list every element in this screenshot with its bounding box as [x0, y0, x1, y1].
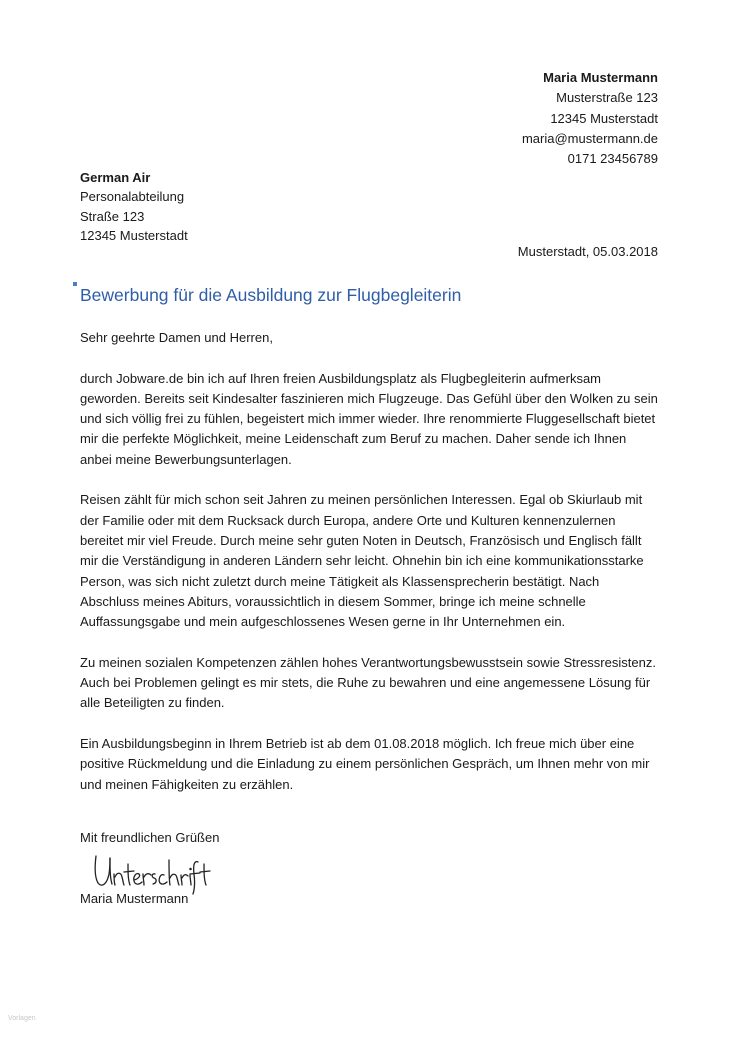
letter-body [80, 328, 660, 815]
body-paragraph: Ein Ausbildungsbeginn in Ihrem Betrieb ist ab dem 01.08.2018 möglich. Ich freue mich über eine positive Rückmeldung und die Einladung zu einem persönlichen Gespräch, um Ihnen mehr von mir und meinen Fähigkeiten zu erzählen. [80, 735, 650, 792]
sender-email: maria@mustermann.de [521, 130, 658, 146]
sender-block [522, 68, 658, 169]
body-paragraph: Zu meinen sozialen Kompetenzen zählen hohes Verantwortungsbewusstsein sowie Stressresistenz. Auch bei Problemen gelingt es mir stets, die Ruhe zu bewahren und eine angemessene Lösung für alle Beteiligten zu finden. [80, 654, 656, 711]
recipient-street: Straße 123 [80, 208, 145, 224]
recipient-city: 12345 Musterstadt [80, 228, 188, 244]
sender-street: Musterstraße 123 [556, 90, 658, 106]
letter-date: Musterstadt, 05.03.2018 [517, 244, 658, 259]
signer-name: Maria Mustermann [80, 891, 189, 906]
salutation: Sehr geehrte Damen und Herren, [80, 330, 273, 345]
recipient-block [80, 168, 188, 246]
footer-watermark: Vorlagen [8, 1015, 36, 1022]
sender-city: 12345 Musterstadt [550, 110, 658, 126]
closing-phrase: Mit freundlichen Grüßen [80, 830, 220, 845]
body-paragraph: durch Jobware.de bin ich auf Ihren freien Ausbildungsplatz als Flugbegleiterin aufmerksam geworden. Bereits seit Kindesalter faszinieren mich Flugzeuge. Das Gefühl über den Wolken zu sein und sich völlig frei zu fühlen, begeistert mich immer wieder. Ihre renommierte Fluggesellschaft bietet mir die perfekte Möglichkeit, meine Leidenschaft zum Beruf zu machen. Daher sende ich Ihnen anbei meine Bewerbungsunterlagen. [80, 370, 658, 467]
sender-name: Maria Mustermann [543, 70, 658, 85]
recipient-department: Personalabteilung [80, 189, 185, 205]
sender-phone: 0171 23456789 [567, 151, 658, 167]
heading-marker [73, 282, 77, 286]
recipient-company: German Air [80, 170, 151, 185]
body-paragraph: Reisen zählt für mich schon seit Jahren zu meinen persönlichen Interessen. Egal ob Skiurlaub mit der Familie oder mit dem Rucksack durch Europa, andere Orte und Kulturen kennenzulernen bereitet mir viel Freude. Durch meine sehr guten Noten in Deutsch, Französisch und Englisch fällt mir die Verständigung in anderen Ländern sehr leicht. Ohnehin bin ich eine kommunikationsstarke Person, was sich nicht zuletzt durch meine Tätigkeit als Klassensprecherin bestätigt. Nach Abschluss meines Abiturs, voraussichtlich in diesem Sommer, bringe ich meine schnelle Auffassungsgabe und mein aufgeschlossenes Wesen gerne in Ihr Unternehmen ein. [80, 492, 644, 630]
letter-subject: Bewerbung für die Ausbildung zur Flugbegleiterin [80, 285, 462, 305]
